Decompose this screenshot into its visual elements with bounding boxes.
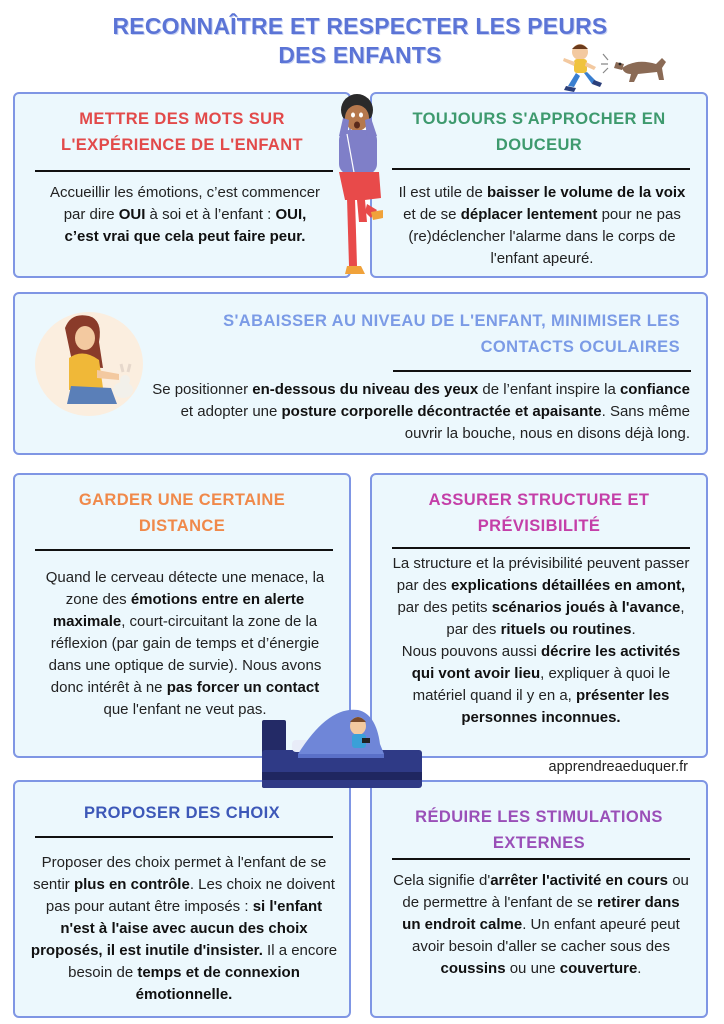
page-title-line-1: RECONNAÎTRE ET RESPECTER LES PEURS [112, 13, 608, 39]
divider [392, 547, 690, 549]
card-douceur-text: Il est utile de baisser le volume de la voix et de se déplacer lentement pour ne pas (re)déclencher l'alarme dans le corps de l'enfant apeuré. [398, 184, 686, 267]
divider [35, 170, 333, 172]
divider [35, 549, 333, 551]
card-mots-title: METTRE DES MOTS SUR L'EXPÉRIENCE DE L'ENFANT [60, 110, 304, 154]
running-boy-and-dog-illustration [558, 40, 678, 96]
card-reduire-stimulations [370, 780, 708, 1018]
card-abaisser-text: Se positionner en-dessous du niveau des yeux de l’enfant inspire la confiance et adopter une posture corporelle décontractée et apaisante. Sans même ouvrir la bouche, nous en disons déjà long. [152, 381, 690, 442]
divider [393, 370, 691, 372]
card-approcher-douceur [370, 92, 708, 278]
divider [392, 168, 690, 170]
divider [35, 836, 333, 838]
card-douceur-title: TOUJOURS S'APPROCHER EN DOUCEUR [412, 110, 666, 154]
page-title-line-2: DES ENFANTS [278, 42, 442, 68]
child-under-blanket-illustration [258, 700, 428, 792]
card-choix-title: PROPOSER DES CHOIX [83, 804, 281, 822]
card-stimulations-title: RÉDUIRE LES STIMULATIONS EXTERNES [415, 808, 663, 852]
scared-boy-illustration [325, 88, 393, 280]
card-stimulations-text: Cela signifie d'arrêter l'activité en cours ou de permettre à l'enfant de se retirer dans un endroit calme. Un enfant apeuré peut avoir besoin d'aller se cacher sous des coussins ou une couverture. [393, 872, 689, 977]
card-mettre-des-mots [13, 92, 351, 278]
card-distance-title: GARDER UNE CERTAINE DISTANCE [78, 491, 286, 535]
card-structure-text: La structure et la prévisibilité peuvent passer par des explications détaillées en amont, par des petits scénarios joués à l'avance, par des rituels ou routines. Nous pouvons aussi décrire les activités qui vont avoir lieu, expliquer à quoi le matériel quand il y en a, présenter les personnes inconnues. [392, 555, 690, 726]
card-abaisser-title: S'ABAISSER AU NIVEAU DE L'ENFANT, MINIMISER LES CONTACTS OCULAIRES [223, 312, 680, 356]
card-structure-title: ASSURER STRUCTURE ET PRÉVISIBILITÉ [428, 491, 650, 535]
card-mots-text: Accueillir les émotions, c’est commencer par dire OUI à soi et à l’enfant : OUI, c’est vrai que cela peut faire peur. [49, 184, 321, 245]
crouching-adult-illustration [33, 308, 145, 418]
card-proposer-choix [13, 780, 351, 1018]
divider [392, 858, 690, 860]
card-abaisser-niveau [13, 292, 708, 455]
brand-website: apprendreaeduquer.fr [548, 759, 688, 775]
card-distance-text: Quand le cerveau détecte une menace, la zone des émotions entre en alerte maximale, court-circuitant la zone de la réflexion (par gain de temps et d’énergie dans une optique de survie). Nous avons donc intérêt à ne pas forcer un contact que l'enfant ne veut pas. [45, 569, 325, 718]
card-choix-text: Proposer des choix permet à l'enfant de se sentir plus en contrôle. Les choix ne doivent pas pour autant être imposés : si l'enfant n'est à l'aise avec aucun des choix proposés, il est inutile d'insister. Il a encore besoin de temps et de connexion émotionnelle. [30, 854, 338, 1003]
